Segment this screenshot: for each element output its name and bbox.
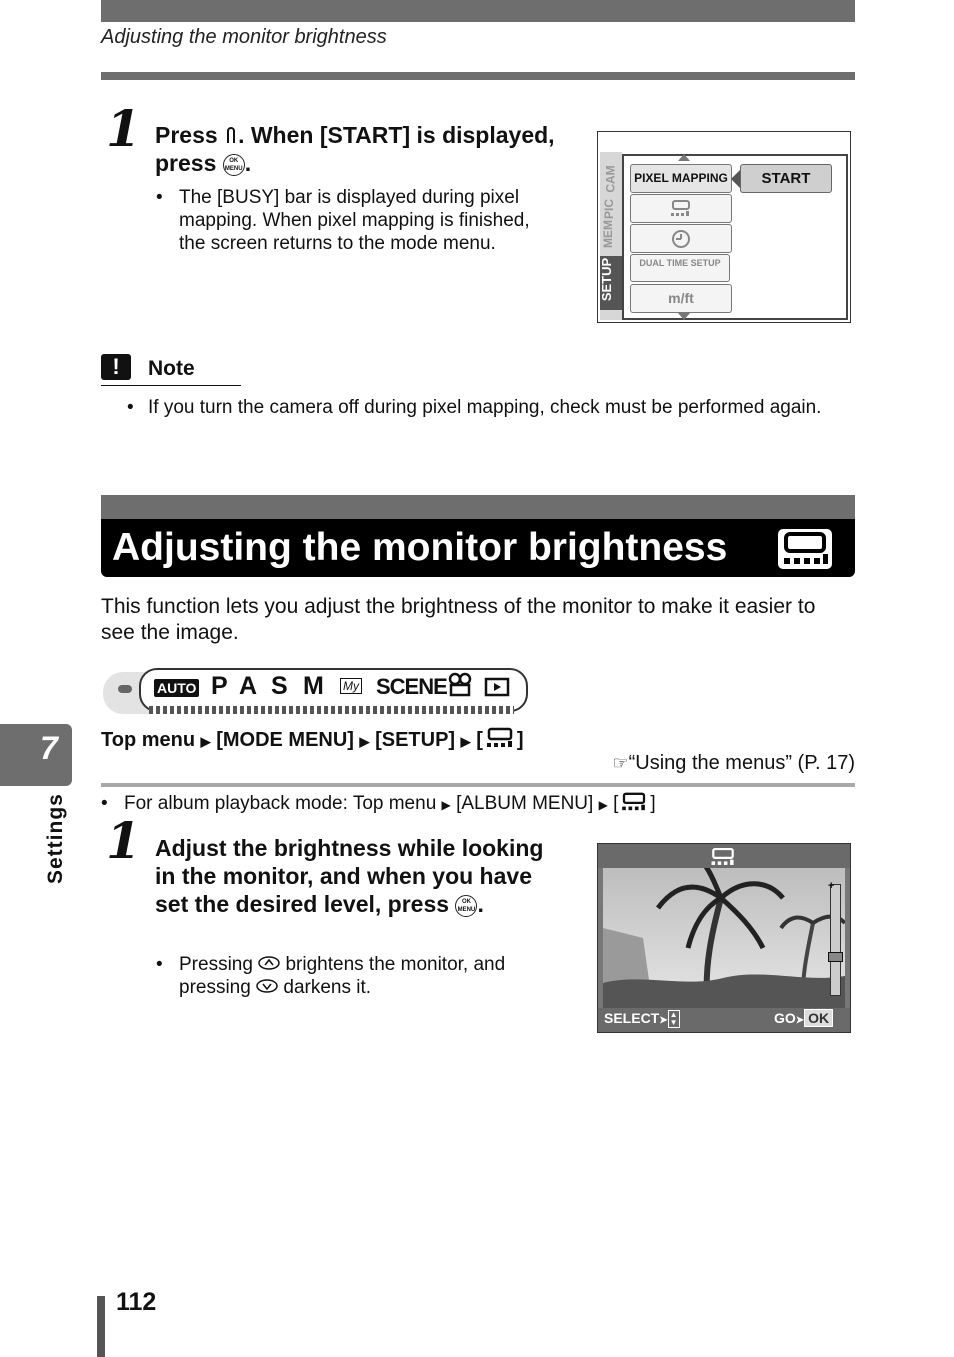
lcd-start-option: START bbox=[740, 164, 832, 193]
brightness-slider bbox=[830, 884, 841, 996]
step-title-part: . bbox=[244, 150, 252, 176]
palm-tree-photo bbox=[603, 868, 845, 1008]
page-number-bar bbox=[97, 1296, 105, 1357]
bullet-marker: • bbox=[156, 954, 163, 975]
clock-icon bbox=[669, 228, 693, 250]
step-title-part: Press bbox=[155, 122, 225, 148]
arrow-right-icon: ▶ bbox=[200, 734, 211, 749]
ok-key-icon: OK bbox=[804, 1009, 833, 1027]
mode-my: My bbox=[340, 678, 362, 694]
monitor-brightness-icon bbox=[666, 198, 696, 220]
chapter-label: Settings bbox=[44, 793, 67, 884]
lcd-tab-cam: CAM bbox=[603, 165, 618, 193]
monitor-brightness-icon bbox=[618, 792, 650, 812]
lcd-select-label: SELECT➤▲ ▼ bbox=[604, 1010, 678, 1028]
lcd-item-dual-time: DUAL TIME SETUP bbox=[630, 254, 730, 282]
lcd-go-label: GO➤ OK bbox=[774, 1010, 833, 1026]
bullet-marker: • bbox=[101, 793, 108, 814]
step-title-part: . When [START] is displayed, press bbox=[155, 122, 555, 176]
divider-rule bbox=[101, 783, 855, 787]
arrow-right-icon: ▶ bbox=[441, 798, 451, 812]
note-underline bbox=[101, 385, 241, 386]
page-number: 112 bbox=[116, 1288, 157, 1316]
mode-p: P bbox=[211, 672, 228, 700]
reference-hand-icon: ☞ bbox=[612, 753, 629, 773]
arrow-down-button-icon bbox=[256, 979, 278, 993]
note-icon: ! bbox=[101, 354, 131, 380]
bullet-marker: • bbox=[127, 397, 134, 418]
header-bar bbox=[101, 0, 855, 22]
up-down-icon: ▲ ▼ bbox=[669, 1010, 678, 1028]
path-part: ] bbox=[516, 729, 524, 751]
shutter-finger-icon bbox=[224, 125, 238, 145]
step-number: 1 bbox=[106, 811, 141, 870]
path-part: Top menu bbox=[101, 729, 196, 751]
note-label: Note bbox=[148, 357, 195, 380]
chapter-number: 7 bbox=[40, 730, 58, 766]
lcd-tab-setup: SETUP bbox=[599, 257, 615, 302]
step-bullet: Pressing brightens the monitor, and pressing darkens it. bbox=[179, 954, 506, 998]
scroll-down-icon bbox=[678, 313, 690, 320]
scroll-up-icon bbox=[678, 154, 690, 161]
lcd-brightness-screen bbox=[597, 843, 851, 1033]
arrow-up-button-icon bbox=[258, 956, 280, 970]
page-reference: ☞“Using the menus” (P. 17) bbox=[612, 752, 855, 774]
plus-icon: + bbox=[828, 880, 835, 892]
path-part: [MODE MENU] bbox=[216, 729, 354, 751]
chapter-tab bbox=[0, 724, 72, 786]
lcd-pointer-icon bbox=[731, 170, 740, 188]
lcd-item-monitor bbox=[630, 194, 732, 223]
step-title: Adjust the brightness while looking in the monitor, and when you have set the desired level, press OK MENU. bbox=[155, 835, 544, 917]
lcd-tab-pic: PIC bbox=[602, 198, 617, 220]
album-bullet: For album playback mode: Top menu ▶ [ALBUM MENU] ▶ [ ] bbox=[124, 793, 656, 814]
arrow-right-icon: ▶ bbox=[460, 734, 471, 749]
menu-path bbox=[101, 727, 524, 752]
lcd-setup-menu bbox=[597, 131, 851, 323]
lcd-item-m-ft: m/ft bbox=[630, 284, 732, 313]
mode-strip-dot bbox=[118, 685, 132, 693]
header-rule bbox=[101, 72, 855, 80]
path-part: [ bbox=[476, 729, 483, 751]
mode-scene: SCENE bbox=[376, 674, 447, 699]
section-title: Adjusting the monitor brightness bbox=[112, 526, 728, 569]
playback-icon bbox=[484, 676, 510, 698]
running-header: Adjusting the monitor brightness bbox=[101, 26, 387, 48]
step-bullet: The [BUSY] bar is displayed during pixel mapping. When pixel mapping is finished, the screen returns to the mode menu. bbox=[179, 187, 530, 254]
mode-s: S bbox=[271, 672, 288, 700]
movie-icon bbox=[446, 672, 474, 698]
ok-menu-icon: OK MENU bbox=[223, 154, 245, 176]
section-bar bbox=[101, 495, 855, 519]
step-title bbox=[155, 121, 555, 177]
lcd-tab-mem: MEM bbox=[601, 220, 615, 248]
monitor-brightness-icon bbox=[483, 727, 517, 749]
note-bullet: If you turn the camera off during pixel mapping, check must be performed again. bbox=[148, 397, 822, 418]
intro-text: This function lets you adjust the brightness of the monitor to make it easier to see the image. bbox=[101, 595, 816, 644]
brightness-slider-thumb bbox=[828, 952, 843, 962]
arrow-right-icon: ▶ bbox=[598, 798, 608, 812]
mode-a: A bbox=[239, 672, 258, 700]
section-monitor-icon bbox=[778, 529, 832, 569]
lcd-item-clock bbox=[630, 224, 732, 253]
mode-m: M bbox=[303, 672, 324, 700]
path-part: [SETUP] bbox=[375, 729, 456, 751]
step-number: 1 bbox=[106, 99, 141, 158]
mode-auto: AUTO bbox=[154, 679, 199, 697]
monitor-brightness-icon bbox=[708, 847, 738, 867]
ok-menu-icon: OK MENU bbox=[455, 895, 477, 917]
lcd-item-pixel-mapping: PIXEL MAPPING bbox=[630, 164, 732, 193]
mode-dial-strip bbox=[101, 666, 526, 718]
mode-strip-ticks bbox=[149, 706, 514, 714]
arrow-right-icon: ▶ bbox=[359, 734, 370, 749]
bullet-marker: • bbox=[156, 187, 163, 208]
monitor-brightness-icon bbox=[778, 529, 832, 569]
